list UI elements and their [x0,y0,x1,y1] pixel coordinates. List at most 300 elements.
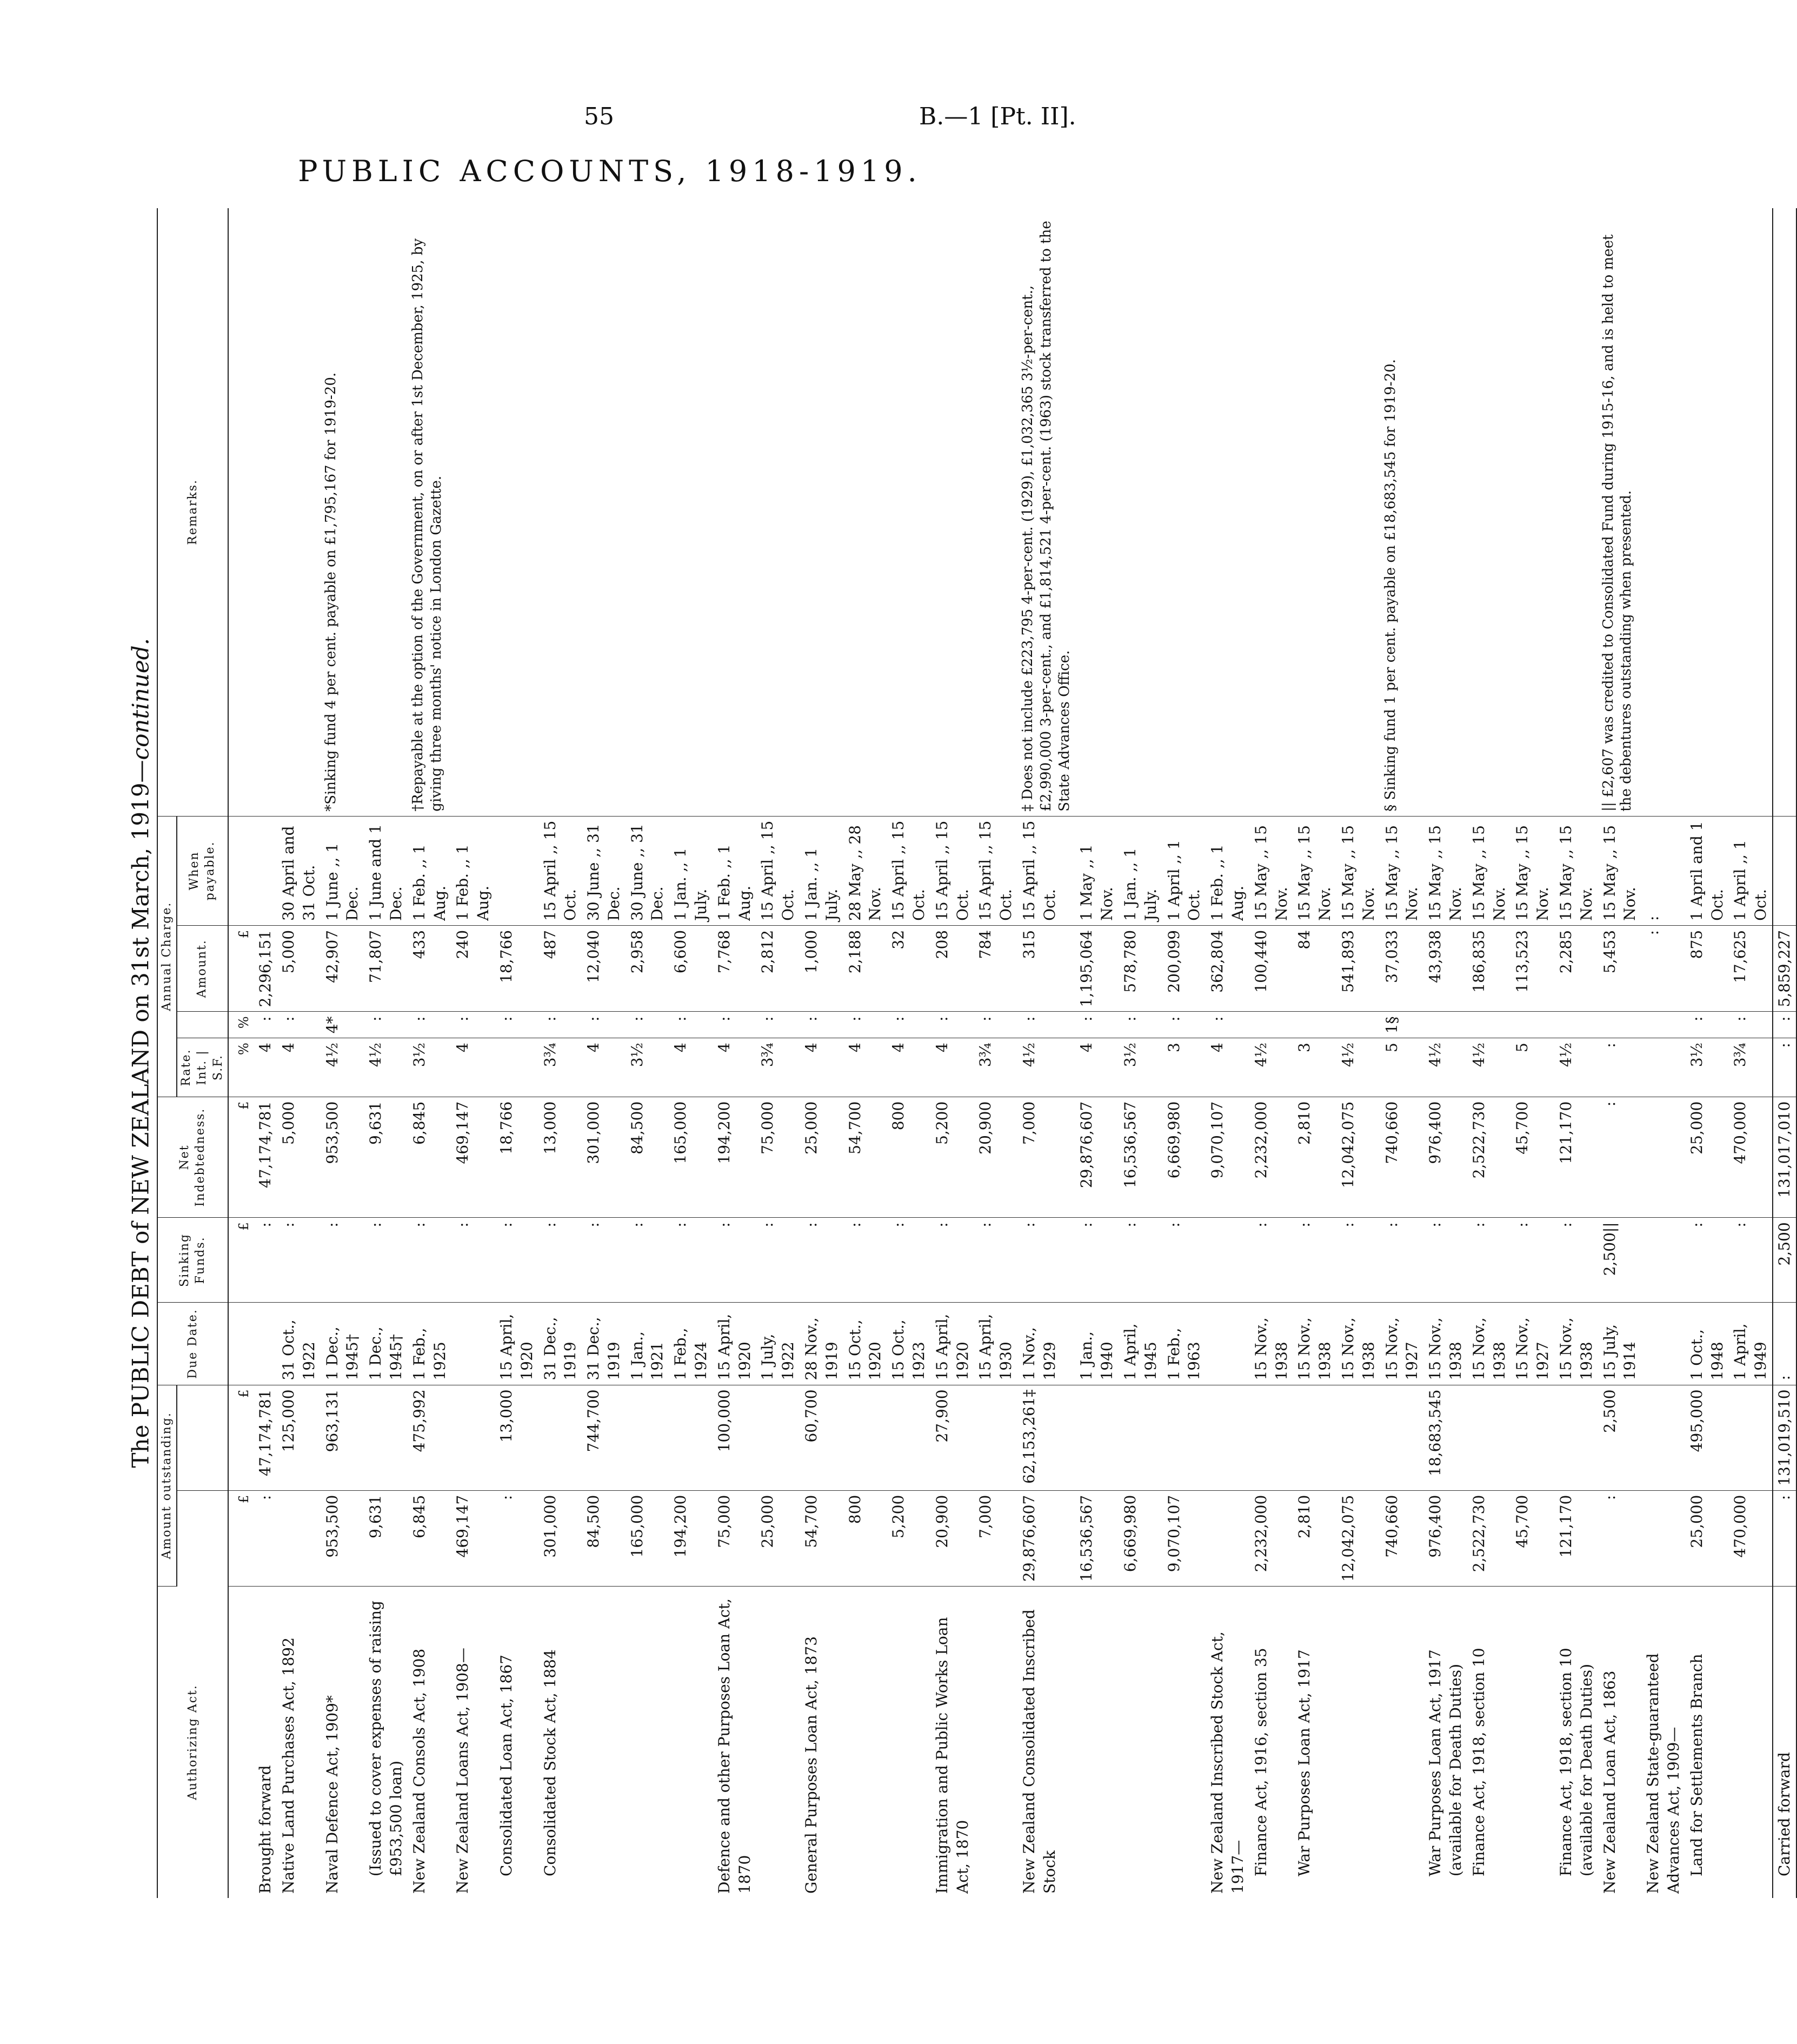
cell-int-rate: 4 [843,1038,887,1097]
cell-net-indebtedness: 9,631 [364,1097,408,1218]
cell-act [974,1587,1017,1899]
table-row [364,208,408,1898]
header-net-indebtedness: Net Indebtedness. [157,1097,228,1218]
cell-due-date: 15 April, 1920 [713,1303,756,1385]
table-row [408,208,451,1898]
cell-amount-total [756,1385,800,1490]
cell-due-date: 31 Dec., 1919 [538,1303,582,1385]
cell-amount-total [1206,1385,1249,1490]
total-remarks [1773,208,1796,816]
cell-sinking-fund: : [254,1218,277,1303]
cell-amount-detail [1206,1490,1249,1586]
cell-due-date: 31 Oct., 1922 [277,1303,321,1385]
cell-act: Immigration and Public Works Loan Act, 1870 [933,1617,971,1894]
cell-when-payable: 1 April ,, 1 Oct. [1162,816,1206,925]
cell-amount-detail: 6,669,980 [1119,1490,1162,1586]
cell-amount-total [1162,1385,1206,1490]
table-row [1685,208,1729,1898]
table-row [1206,208,1249,1898]
table-row [1249,208,1293,1898]
cell-int-rate: 4 [277,1038,321,1097]
cell-net-indebtedness: 5,000 [277,1097,321,1218]
table-row [1467,208,1511,1898]
cell-due-date: 1 Feb., 1925 [408,1303,451,1385]
cell-sf-rate [1641,1012,1685,1038]
table-row [625,208,669,1898]
cell-sf-rate: : [713,1012,756,1038]
cell-when-payable: 15 May ,, 15 Nov. [1380,816,1424,925]
cell-int-rate: 4½ [1467,1038,1511,1097]
cell-due-date: 1 Dec., 1945† [364,1303,408,1385]
cell-act [582,1587,625,1899]
cell-int-rate: 4 [582,1038,625,1097]
cell-act: New Zealand Inscribed Stock Act, 1917— [1208,1631,1247,1894]
cell-net-indebtedness: 75,000 [756,1097,800,1218]
cell-sinking-fund: : [1423,1218,1467,1303]
cell-amount-detail: 45,700 [1510,1490,1554,1586]
header-row-1 [157,208,177,1898]
table-row [1423,208,1467,1898]
cell-int-rate: 4½ [1249,1038,1293,1097]
cell-sinking-fund [1641,1218,1685,1303]
cell-annual-amount: 71,807 [364,925,408,1012]
cell-act: War Purposes Loan Act, 1917 (available for Death Duties) [1426,1649,1465,1876]
cell-due-date [451,1303,495,1385]
cell-net-indebtedness: 469,147 [451,1097,495,1218]
cell-amount-detail: 2,522,730 [1467,1490,1511,1586]
unit-net: £ [228,1097,254,1218]
cell-net-indebtedness: 47,174,781 [254,1097,277,1218]
cell-annual-amount: 6,600 [669,925,713,1012]
cell-int-rate: 3½ [625,1038,669,1097]
cell-remarks [1119,208,1162,816]
cell-when-payable: 15 May ,, 15 Nov. [1467,816,1511,925]
cell-sf-rate: : [1017,1012,1075,1038]
table-row [1510,208,1554,1898]
cell-int-rate: 4 [713,1038,756,1097]
table-row [1728,208,1773,1898]
cell-sinking-fund: : [1685,1218,1729,1303]
cell-act: Consolidated Stock Act, 1884 [541,1649,559,1876]
header-amount-detail [177,1490,228,1586]
cell-remarks [1510,208,1554,816]
cell-due-date: 1 Oct., 1948 [1685,1303,1729,1385]
cell-remarks [1467,208,1511,816]
cell-net-indebtedness: 16,536,567 [1119,1097,1162,1218]
total-net-indebtedness: 131,017,010 [1773,1097,1796,1218]
cell-when-payable: 1 June and 1 Dec. [364,816,408,925]
cell-remarks [451,208,495,816]
cell-remarks: †Repayable at the option of the Government, on or after 1st December, 1925, by giving three months' notice in London Gazette. [408,208,451,816]
cell-sinking-fund: : [930,1218,974,1303]
cell-amount-total: 475,992 [408,1385,451,1490]
cell-amount-detail: 976,400 [1423,1490,1467,1586]
cell-when-payable: 28 May ,, 28 Nov. [843,816,887,925]
cell-act [887,1587,930,1899]
cell-sinking-fund: : [756,1218,800,1303]
cell-amount-detail: 25,000 [756,1490,800,1586]
unit-due [228,1303,254,1385]
cell-sf-rate: : [625,1012,669,1038]
cell-remarks [364,208,408,816]
cell-amount-total [1467,1385,1511,1490]
table-row [1017,208,1075,1898]
cell-amount-detail: : [254,1490,277,1586]
unit-remarks [228,208,254,816]
cell-annual-amount: 100,440 [1249,925,1293,1012]
cell-sf-rate: : [277,1012,321,1038]
cell-sf-rate: : [1162,1012,1206,1038]
cell-amount-detail: 800 [843,1490,887,1586]
total-annual-charge: 5,859,227 [1773,925,1796,1012]
unit-int: % [228,1038,254,1097]
table-row [756,208,800,1898]
cell-act [1119,1587,1162,1899]
table-row [1598,208,1642,1898]
cell-due-date: 1 April, 1945 [1119,1303,1162,1385]
cell-remarks [1641,208,1685,816]
header-due-date: Due Date. [157,1303,228,1385]
cell-amount-total: 47,174,781 [254,1385,277,1490]
cell-due-date: 1 Dec., 1945† [321,1303,364,1385]
cell-when-payable: 30 June ,, 31 Dec. [582,816,625,925]
cell-sinking-fund: : [974,1218,1017,1303]
cell-remarks [495,208,538,816]
cell-amount-total [887,1385,930,1490]
cell-due-date: 15 April, 1930 [974,1303,1017,1385]
cell-act: Finance Act, 1918, section 10 [1469,1648,1488,1876]
cell-amount-detail: 469,147 [451,1490,495,1586]
cell-sinking-fund: : [713,1218,756,1303]
cell-remarks [1685,208,1729,816]
cell-amount-total: 125,000 [277,1385,321,1490]
cell-remarks [1249,208,1293,816]
cell-due-date: 15 Oct., 1920 [843,1303,887,1385]
header-annual-charge: Annual Charge. [157,816,177,1097]
cell-amount-total [1293,1385,1336,1490]
header-when-payable: When payable. [177,816,228,925]
cell-net-indebtedness: 800 [887,1097,930,1218]
cell-amount-total [974,1385,1017,1490]
cell-net-indebtedness: 20,900 [974,1097,1017,1218]
cell-remarks: || £2,607 was credited to Consolidated Fund during 1915-16, and is held to meet the debentures outstanding when presented. [1598,208,1642,816]
cell-int-rate: : [1598,1038,1642,1097]
cell-amount-total [538,1385,582,1490]
table-row [974,208,1017,1898]
cell-when-payable: 1 Feb. ,, 1 Aug. [451,816,495,925]
cell-int-rate [1641,1038,1685,1097]
cell-amount-detail: 12,042,075 [1336,1490,1380,1586]
cell-due-date: 28 Nov., 1919 [800,1303,843,1385]
cell-remarks [713,208,756,816]
cell-annual-amount: 32 [887,925,930,1012]
cell-annual-amount: 5,000 [277,925,321,1012]
cell-act [625,1587,669,1899]
cell-net-indebtedness: 7,000 [1017,1097,1075,1218]
cell-amount-total: 744,700 [582,1385,625,1490]
cell-annual-amount: 42,907 [321,925,364,1012]
cell-act: Brought forward [256,1765,275,1894]
table-row [451,208,495,1898]
cell-sf-rate: : [756,1012,800,1038]
header-rate-int: Int. [195,1059,209,1085]
cell-annual-amount: 2,296,151 [254,925,277,1012]
cell-remarks [1206,208,1249,816]
cell-sf-rate: : [408,1012,451,1038]
cell-when-payable: 15 May ,, 15 Nov. [1336,816,1380,925]
table-row [887,208,930,1898]
unit-sinking: £ [228,1218,254,1303]
table-row [713,208,756,1898]
cell-remarks [538,208,582,816]
cell-remarks [800,208,843,816]
cell-due-date: 15 Nov., 1938 [1423,1303,1467,1385]
cell-int-rate: 3 [1293,1038,1336,1097]
header-amount-total [177,1385,228,1490]
cell-annual-amount: 487 [538,925,582,1012]
public-debt-table [157,208,1797,1898]
table-row [1336,208,1380,1898]
cell-annual-amount: 5,453 [1598,925,1642,1012]
table-row [1641,208,1685,1898]
cell-act: Naval Defence Act, 1909* [323,1695,341,1894]
cell-amount-detail: : [1598,1490,1642,1586]
cell-int-rate: 4 [1075,1038,1119,1097]
cell-due-date: 1 Jan., 1940 [1075,1303,1119,1385]
cell-sinking-fund: : [538,1218,582,1303]
cell-net-indebtedness: : [1598,1097,1642,1218]
cell-amount-total [843,1385,887,1490]
unit-annual-amount: £ [228,925,254,1012]
cell-amount-detail: 740,660 [1380,1490,1424,1586]
cell-int-rate: 3 [1162,1038,1206,1097]
cell-remarks [254,208,277,816]
cell-net-indebtedness: 12,042,075 [1336,1097,1380,1218]
cell-due-date: 1 April, 1949 [1728,1303,1773,1385]
table-row [1380,208,1424,1898]
cell-act [1075,1587,1119,1899]
cell-amount-total [451,1385,495,1490]
cell-annual-amount: 875 [1685,925,1729,1012]
cell-sinking-fund: : [1293,1218,1336,1303]
cell-annual-amount: 17,625 [1728,925,1773,1012]
cell-remarks: ‡ Does not include £223,795 4-per-cent. (1929), £1,032,365 3½-per-cent., £2,990,000 3-per-cent., and £1,814,521 4-per-cent. (1963) stock transferred to the State Advances Office. [1017,208,1075,816]
cell-when-payable: 1 Jan. ,, 1 July. [1119,816,1162,925]
cell-sf-rate: : [1206,1012,1249,1038]
cell-sf-rate [1249,1012,1293,1038]
header-rate-sf: S.F. [211,1054,225,1081]
cell-due-date: 15 Nov., 1927 [1380,1303,1424,1385]
cell-remarks: *Sinking fund 4 per cent. payable on £1,795,167 for 1919-20. [321,208,364,816]
cell-when-payable: : [1641,816,1685,925]
cell-remarks: § Sinking fund 1 per cent. payable on £18,683,545 for 1919-20. [1380,208,1424,816]
cell-amount-total: 62,153,261‡ [1017,1385,1075,1490]
cell-when-payable: 1 April and 1 Oct. [1685,816,1729,925]
cell-sf-rate: : [451,1012,495,1038]
cell-act: Finance Act, 1916, section 35 [1252,1648,1270,1876]
cell-amount-total [1075,1385,1119,1490]
cell-annual-amount: 200,099 [1162,925,1206,1012]
cell-net-indebtedness: 165,000 [669,1097,713,1218]
cell-amount-detail: 301,000 [538,1490,582,1586]
cell-amount-detail: 9,070,107 [1162,1490,1206,1586]
cell-amount-total: 100,000 [713,1385,756,1490]
cell-sf-rate: : [669,1012,713,1038]
cell-int-rate: 4½ [364,1038,408,1097]
cell-sinking-fund: : [1336,1218,1380,1303]
cell-due-date: 1 Jan., 1921 [625,1303,669,1385]
cell-sinking-fund: : [1075,1218,1119,1303]
cell-net-indebtedness: 13,000 [538,1097,582,1218]
cell-remarks [974,208,1017,816]
cell-amount-total [364,1385,408,1490]
units-row [228,208,254,1898]
cell-net-indebtedness: 470,000 [1728,1097,1773,1218]
cell-net-indebtedness: 976,400 [1423,1097,1467,1218]
cell-net-indebtedness: 18,766 [495,1097,538,1218]
cell-net-indebtedness: 953,500 [321,1097,364,1218]
cell-int-rate: 4 [930,1038,974,1097]
header-rate-spacer [177,1012,228,1038]
cell-int-rate: 4½ [1554,1038,1598,1097]
document-reference: B.—1 [Pt. II]. [919,103,1076,130]
cell-annual-amount: 433 [408,925,451,1012]
cell-due-date: 15 Oct., 1923 [887,1303,930,1385]
cell-act [1510,1587,1554,1899]
cell-sf-rate [1598,1012,1642,1038]
cell-due-date: 1 Nov., 1929 [1017,1303,1075,1385]
cell-due-date [1641,1303,1685,1385]
unit-rsf: % [228,1012,254,1038]
cell-annual-amount: 315 [1017,925,1075,1012]
cell-annual-amount: 2,188 [843,925,887,1012]
cell-int-rate: 4 [669,1038,713,1097]
cell-remarks [277,208,321,816]
cell-sinking-fund: : [364,1218,408,1303]
cell-sf-rate: : [1075,1012,1119,1038]
cell-annual-amount: 1,000 [800,925,843,1012]
cell-net-indebtedness: 301,000 [582,1097,625,1218]
cell-net-indebtedness: 45,700 [1510,1097,1554,1218]
cell-amount-total: 18,683,545 [1423,1385,1467,1490]
cell-sinking-fund: : [1249,1218,1293,1303]
cell-act: New Zealand Consols Act, 1908 [410,1648,428,1894]
cell-net-indebtedness: 5,200 [930,1097,974,1218]
cell-int-rate: 4 [1206,1038,1249,1097]
cell-due-date: 15 Nov., 1938 [1554,1303,1598,1385]
header-annual-amount: Amount. [177,925,228,1012]
total-amount-outstanding: 131,019,510 [1773,1385,1796,1490]
cell-annual-amount: 2,285 [1554,925,1598,1012]
table-row [800,208,843,1898]
cell-act [1162,1587,1206,1899]
cell-int-rate: 4½ [321,1038,364,1097]
total-sinking-funds: 2,500 [1773,1218,1796,1303]
cell-annual-amount: 578,780 [1119,925,1162,1012]
cell-amount-total [1641,1385,1685,1490]
cell-sinking-fund: : [1380,1218,1424,1303]
cell-due-date: 15 Nov., 1927 [1510,1303,1554,1385]
cell-sf-rate: 4* [321,1012,364,1038]
cell-amount-detail: 29,876,607 [1017,1490,1075,1586]
total-amount-detail: : [1773,1490,1796,1586]
cell-when-payable: 1 Feb. ,, 1 Aug. [713,816,756,925]
cell-when-payable: 15 May ,, 15 Nov. [1510,816,1554,925]
table-title [127,638,154,1468]
cell-sinking-fund: : [582,1218,625,1303]
cell-act [669,1587,713,1899]
cell-sf-rate: : [930,1012,974,1038]
cell-when-payable: 1 June ,, 1 Dec. [321,816,364,925]
cell-remarks [625,208,669,816]
cell-remarks [1162,208,1206,816]
cell-due-date: 1 Feb., 1924 [669,1303,713,1385]
cell-act: Consolidated Loan Act, 1867 [497,1654,515,1876]
cell-when-payable: 15 May ,, 15 Nov. [1249,816,1293,925]
cell-due-date [1206,1303,1249,1385]
cell-when-payable: 15 April ,, 15 Oct. [1017,816,1075,925]
cell-net-indebtedness [1641,1097,1685,1218]
cell-when-payable: 15 May ,, 15 Nov. [1598,816,1642,925]
cell-sinking-fund: : [408,1218,451,1303]
cell-remarks [930,208,974,816]
cell-remarks [887,208,930,816]
cell-annual-amount: 784 [974,925,1017,1012]
cell-when-payable: 15 April ,, 15 Oct. [887,816,930,925]
cell-due-date: 1 Feb., 1963 [1162,1303,1206,1385]
cell-amount-total: 2,500 [1598,1385,1642,1490]
cell-int-rate: 4½ [1336,1038,1380,1097]
cell-due-date: 15 July, 1914 [1598,1303,1642,1385]
table-row [582,208,625,1898]
cell-amount-total [1728,1385,1773,1490]
cell-sf-rate: : [1119,1012,1162,1038]
table-row [495,208,538,1898]
cell-amount-total [1119,1385,1162,1490]
cell-annual-amount: 2,812 [756,925,800,1012]
table-title-main: The PUBLIC DEBT of NEW ZEALAND on 31st March, 1919— [127,760,154,1468]
cell-amount-total [1554,1385,1598,1490]
unit-amount-total: £ [228,1385,254,1490]
cell-act [843,1587,887,1899]
cell-sinking-fund: : [1162,1218,1206,1303]
cell-int-rate: 4½ [1423,1038,1467,1097]
cell-int-rate [495,1038,538,1097]
cell-int-rate: 3¾ [756,1038,800,1097]
cell-act: New Zealand Loan Act, 1863 [1600,1670,1619,1894]
cell-act: Native Land Purchases Act, 1892 [279,1637,297,1894]
table-title-continued: continued. [127,638,154,760]
units-act [228,1587,254,1899]
cell-amount-detail: 6,845 [408,1490,451,1586]
cell-act: War Purposes Loan Act, 1917 [1295,1649,1314,1876]
cell-annual-amount: 84 [1293,925,1336,1012]
cell-sinking-fund: 2,500|| [1598,1218,1642,1303]
cell-due-date: 31 Dec., 1919 [582,1303,625,1385]
table-row [930,208,974,1898]
cell-sinking-fund: : [1510,1218,1554,1303]
cell-act: Finance Act, 1918, section 10 (available for Death Duties) [1556,1648,1595,1876]
cell-net-indebtedness: 9,070,107 [1206,1097,1249,1218]
cell-annual-amount: 7,768 [713,925,756,1012]
cell-amount-total [1380,1385,1424,1490]
totals-row [1773,208,1796,1898]
cell-annual-amount: 113,523 [1510,925,1554,1012]
total-rsf: : [1773,1012,1796,1038]
cell-sinking-fund: : [843,1218,887,1303]
table-row [254,208,277,1898]
total-due: : [1773,1303,1796,1385]
